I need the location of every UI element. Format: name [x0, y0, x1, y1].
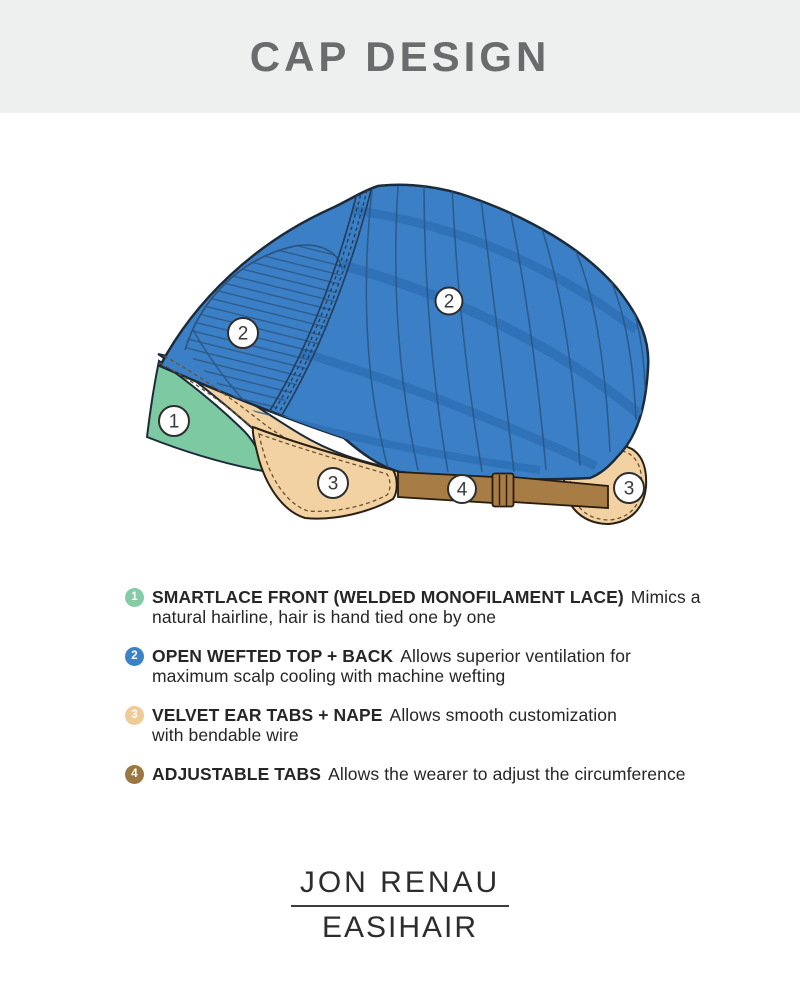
callout-2-back: [436, 288, 463, 315]
brand-divider-line: [291, 905, 509, 907]
page-title: CAP DESIGN: [249, 32, 551, 80]
brand-logo: [0, 866, 800, 945]
legend-desc-2: Allows superior ventilation for: [400, 646, 631, 666]
legend-desc-1-line2: natural hairline, hair is hand tied one by one: [152, 607, 497, 627]
legend-desc-4: Allows the wearer to adjust the circumference: [328, 764, 686, 784]
svg-text:1: 1: [168, 411, 180, 433]
legend-title-2: OPEN WEFTED TOP + BACK: [152, 646, 394, 666]
legend-item-adjustable-tabs: [125, 764, 785, 784]
legend-item-smartlace-front: [125, 587, 785, 627]
callout-3-nape: [614, 473, 644, 503]
legend-text-4: [152, 764, 686, 784]
brand-name-jon-renau: JON RENAU: [299, 866, 501, 899]
callout-1: [159, 406, 189, 436]
legend: [125, 587, 785, 803]
legend-title-1: SMARTLACE FRONT (WELDED MONOFILAMENT LACE): [152, 587, 624, 607]
callout-3-ear-tab: [318, 468, 348, 498]
legend-desc-3: Allows smooth customization: [389, 705, 617, 725]
svg-text:4: 4: [456, 479, 468, 501]
svg-text:3: 3: [623, 478, 635, 500]
legend-title-3: VELVET EAR TABS + NAPE: [152, 705, 383, 725]
svg-text:2: 2: [443, 291, 455, 313]
legend-text-3: [152, 705, 617, 745]
legend-number-badge-2: 2: [125, 647, 144, 666]
callout-4: [448, 475, 476, 503]
svg-text:3: 3: [327, 473, 339, 495]
legend-number-badge-1: 1: [125, 588, 144, 607]
legend-text-1: [152, 587, 701, 627]
legend-title-4: ADJUSTABLE TABS: [152, 764, 322, 784]
brand-name-easihair: EASIHAIR: [321, 911, 479, 944]
legend-desc-2-line2: maximum scalp cooling with machine wefting: [152, 666, 506, 686]
legend-desc-1: Mimics a: [630, 587, 701, 607]
legend-number-badge-3: 3: [125, 706, 144, 725]
legend-number-badge-4: 4: [125, 765, 144, 784]
callout-2-front: [228, 318, 258, 348]
svg-text:2: 2: [237, 323, 249, 345]
legend-desc-3-line2: with bendable wire: [152, 725, 299, 745]
legend-text-2: [152, 646, 631, 686]
legend-item-open-wefted: [125, 646, 785, 686]
legend-item-velvet-ear-tabs: [125, 705, 785, 745]
